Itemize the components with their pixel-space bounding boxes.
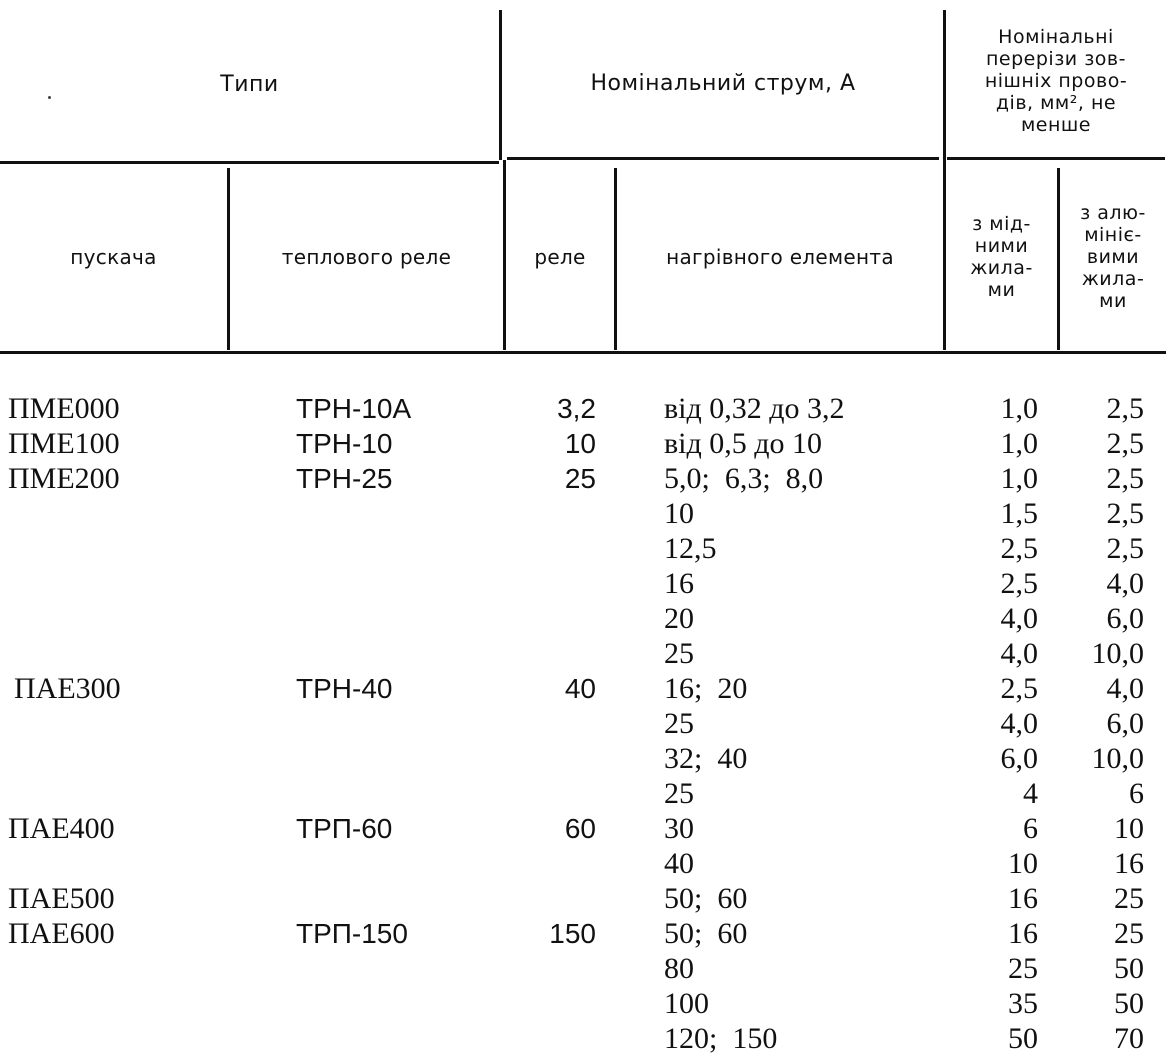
table-cell: 2,5	[1000, 567, 1038, 600]
column-starter	[8, 391, 208, 1056]
table-cell: 10	[1008, 847, 1038, 880]
table-cell: 70	[1114, 1022, 1144, 1055]
table-cell: 10,0	[1091, 742, 1144, 775]
table-cell	[296, 636, 496, 671]
table-cell: 2,5	[1000, 672, 1038, 705]
table-cell	[510, 741, 596, 776]
table-cell: 25	[1008, 952, 1038, 985]
table-cell	[296, 531, 496, 566]
table-cell: 100	[664, 987, 709, 1020]
table-cell: ПАЕ400	[8, 812, 115, 845]
table-cell: ПМЕ200	[8, 462, 120, 495]
table-cell: 120; 150	[664, 1022, 778, 1055]
table-cell	[296, 986, 496, 1021]
table-cell	[8, 531, 208, 566]
table-cell: 60	[564, 813, 596, 844]
table-cell: 25	[564, 463, 596, 494]
table-cell	[296, 1021, 496, 1056]
table-cell: 30	[664, 812, 694, 845]
table-cell: ПМЕ000	[8, 392, 120, 425]
table-cell: 25	[664, 777, 694, 810]
table-cell: 4,0	[1000, 707, 1038, 740]
table-cell	[510, 846, 596, 881]
table-cell: ТРН-40	[296, 673, 393, 704]
table-cell: 40	[664, 847, 694, 880]
table-cell: 6	[1129, 777, 1144, 810]
table-cell: ТРН-10	[296, 428, 393, 459]
header-nominal-current: Номінальний струм, А	[590, 70, 856, 96]
table-cell	[8, 566, 208, 601]
table-cell: 50; 60	[664, 882, 748, 915]
table-cell	[510, 776, 596, 811]
table-cell: ТРН-25	[296, 463, 393, 494]
table-cell	[510, 951, 596, 986]
table-cell	[510, 636, 596, 671]
table-cell	[510, 986, 596, 1021]
table-cell: 16	[1008, 882, 1038, 915]
table-cell: 20	[664, 602, 694, 635]
table-cell: 25	[664, 707, 694, 740]
table-cell: 16	[1114, 847, 1144, 880]
table-cell	[8, 1021, 208, 1056]
column-thermal-relay	[296, 391, 496, 1056]
table-cell: 6,0	[1106, 707, 1144, 740]
header-relay: реле	[534, 245, 586, 269]
table-cell	[8, 601, 208, 636]
table-cell: ТРП-60	[296, 813, 393, 844]
table-cell: 1,0	[1000, 427, 1038, 460]
table-cell	[510, 496, 596, 531]
table-cell: 3,2	[557, 393, 596, 424]
table-cell: 10	[664, 497, 694, 530]
column-aluminum	[1066, 391, 1144, 1056]
table-cell	[296, 951, 496, 986]
table-cell: 4	[1023, 777, 1038, 810]
table-cell: 25	[1114, 882, 1144, 915]
divider-types-current	[499, 10, 502, 160]
table-cell	[296, 776, 496, 811]
table-cell: 6	[1023, 812, 1038, 845]
header-aluminum: з алю- мініє- вими жила- ми	[1080, 202, 1146, 312]
table-cell	[8, 496, 208, 531]
table-cell	[8, 846, 208, 881]
table-cell: 25	[1114, 917, 1144, 950]
table-cell: 6,0	[1106, 602, 1144, 635]
table-cell: 2,5	[1106, 392, 1144, 425]
table-cell: ТРН-10А	[296, 393, 412, 424]
table-cell: 32; 40	[664, 742, 748, 775]
table-cell: 10	[1114, 812, 1144, 845]
table-cell: 6,0	[1000, 742, 1038, 775]
table-cell: 1,0	[1000, 462, 1038, 495]
table-cell	[510, 881, 596, 916]
table-cell: 1,5	[1000, 497, 1038, 530]
table-cell: 150	[549, 918, 596, 949]
table-cell: від 0,32 до 3,2	[664, 392, 845, 425]
table-cell: 10,0	[1091, 637, 1144, 670]
header-bottom-rule	[0, 351, 1166, 354]
table-cell	[510, 1021, 596, 1056]
table-cell: 1,0	[1000, 392, 1038, 425]
header-types: Типи	[220, 71, 279, 97]
table-cell: ТРП-150	[296, 918, 408, 949]
table-cell: 2,5	[1106, 532, 1144, 565]
header-cross-section: Номінальні перерізи зов- нішніх прово- дів, мм², не менше	[984, 26, 1128, 136]
header-section-rule	[947, 157, 1165, 160]
table-cell	[510, 566, 596, 601]
table-cell	[296, 881, 496, 916]
table-cell: 40	[564, 673, 596, 704]
header-copper: з мід- ними жила- ми	[970, 213, 1033, 301]
table-cell: 4,0	[1106, 567, 1144, 600]
table-cell	[296, 741, 496, 776]
table-cell	[510, 531, 596, 566]
table-cell: 16	[664, 567, 694, 600]
column-heating-element	[664, 391, 934, 1056]
table-cell: ПАЕ300	[14, 672, 121, 705]
table-cell: 12,5	[664, 532, 717, 565]
table-cell	[296, 706, 496, 741]
header-thermal-relay: теплового реле	[281, 245, 452, 269]
table-cell: 50; 60	[664, 917, 748, 950]
table-cell: від 0,5 до 10	[664, 427, 823, 460]
table-cell: ПМЕ100	[8, 427, 120, 460]
table-cell: ПАЕ600	[8, 917, 115, 950]
table-cell	[8, 986, 208, 1021]
table-cell: 10	[564, 428, 596, 459]
table-cell: 5,0; 6,3; 8,0	[664, 462, 824, 495]
table-cell	[510, 601, 596, 636]
table-cell: 50	[1114, 987, 1144, 1020]
table-cell: 16; 20	[664, 672, 748, 705]
table-cell: 80	[664, 952, 694, 985]
table-cell	[8, 636, 208, 671]
table-cell: 4,0	[1000, 637, 1038, 670]
table-cell: 35	[1008, 987, 1038, 1020]
column-relay-current	[510, 391, 596, 1056]
header-current-rule	[507, 157, 939, 160]
column-copper	[960, 391, 1038, 1056]
table-cell: ПАЕ500	[8, 882, 115, 915]
table-cell	[296, 566, 496, 601]
table-cell	[8, 741, 208, 776]
table-cell	[8, 951, 208, 986]
table-cell: 2,5	[1106, 462, 1144, 495]
table-cell	[8, 706, 208, 741]
header-starter: пускача	[70, 245, 157, 269]
table-cell: 4,0	[1000, 602, 1038, 635]
table-cell: 2,5	[1000, 532, 1038, 565]
table-cell	[296, 846, 496, 881]
table-cell: 25	[664, 637, 694, 670]
table-cell: 4,0	[1106, 672, 1144, 705]
table-cell	[296, 601, 496, 636]
table-cell	[510, 706, 596, 741]
table-cell: 2,5	[1106, 427, 1144, 460]
table-cell: 16	[1008, 917, 1038, 950]
table-cell: 50	[1114, 952, 1144, 985]
table-cell	[296, 496, 496, 531]
table-cell: 2,5	[1106, 497, 1144, 530]
table-cell: 50	[1008, 1022, 1038, 1055]
header-heating-element: нагрівного елемента	[666, 245, 894, 269]
table-cell	[8, 776, 208, 811]
